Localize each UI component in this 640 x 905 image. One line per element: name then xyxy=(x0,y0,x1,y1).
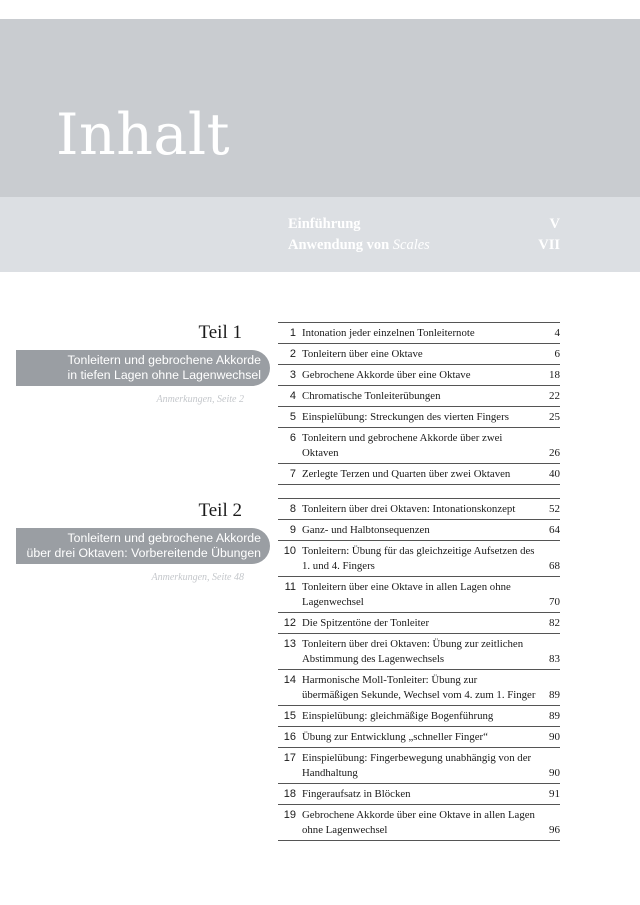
toc-entry-title: Tonleitern: Übung für das gleichzeitige Aufsetzen des 1. und 4. Fingers xyxy=(302,545,535,572)
toc-entry-number: 2 xyxy=(289,348,296,360)
toc-entry-number: 11 xyxy=(284,581,296,593)
part-heading xyxy=(0,322,244,344)
toc-entry[interactable] xyxy=(278,727,560,748)
toc-entry-page: 82 xyxy=(549,617,560,629)
toc-entry-title: Einspielübung: gleichmäßige Bogenführung xyxy=(302,710,494,722)
toc-entry-page: 89 xyxy=(549,689,560,701)
toc-entry-page: 83 xyxy=(549,653,560,665)
toc-entry-number: 10 xyxy=(283,545,296,557)
toc-entry-page: 26 xyxy=(549,447,560,459)
toc-entry[interactable] xyxy=(278,784,560,805)
toc-entry[interactable] xyxy=(278,613,560,634)
toc-entry-number: 16 xyxy=(283,731,296,743)
toc-entry[interactable] xyxy=(278,464,560,485)
toc-entry-page: 52 xyxy=(549,503,560,515)
toc-entry-page: 96 xyxy=(549,824,560,836)
toc-entry-number: 4 xyxy=(289,390,296,402)
toc-entry-number: 7 xyxy=(289,468,296,480)
toc-entry-page: 6 xyxy=(554,348,560,360)
toc-entry[interactable] xyxy=(278,805,560,841)
part-note: Anmerkungen, Seite 48 xyxy=(151,572,244,583)
toc-entry-title: Intonation jeder einzelnen Tonleiternote xyxy=(302,327,475,339)
toc-entry-number: 3 xyxy=(289,369,296,381)
toc-entry-title: Harmonische Moll-Tonleiter: Übung zur übermäßigen Sekunde, Wechsel vom 4. zum 1. Finger xyxy=(302,674,536,701)
toc-entry[interactable] xyxy=(278,670,560,706)
toc-entry-number: 15 xyxy=(283,710,296,722)
toc-entry-page: 89 xyxy=(549,710,560,722)
toc-entry-title: Chromatische Tonleiterübungen xyxy=(302,390,441,402)
title-banner xyxy=(0,19,640,197)
toc-entry-number: 13 xyxy=(283,638,296,650)
toc-entry-number: 17 xyxy=(283,752,296,764)
intro-entry-page: V xyxy=(549,216,560,232)
intro-band xyxy=(0,197,640,272)
part-label: Teil 2 xyxy=(198,500,242,521)
toc-entry-title: Gebrochene Akkorde über eine Oktave xyxy=(302,369,471,381)
toc-entry[interactable] xyxy=(278,541,560,577)
toc-entry-title: Gebrochene Akkorde über eine Oktave in allen Lagen ohne Lagenwechsel xyxy=(302,809,535,836)
toc-entry-page: 90 xyxy=(549,767,560,779)
toc-entry-number: 5 xyxy=(289,411,296,423)
toc-entry-title: Zerlegte Terzen und Quarten über zwei Oktaven xyxy=(302,468,511,480)
intro-entry-title: Einführung xyxy=(288,216,361,232)
toc-entry-number: 19 xyxy=(283,809,296,821)
toc-entry[interactable] xyxy=(278,634,560,670)
toc-entry-title: Die Spitzentöne der Tonleiter xyxy=(302,617,430,629)
intro-entry-title: Anwendung von Scales xyxy=(288,237,430,253)
toc-entry-number: 14 xyxy=(283,674,296,686)
page-title: Inhalt xyxy=(56,102,231,168)
toc-entry-page: 18 xyxy=(549,369,560,381)
part-label: Teil 1 xyxy=(198,322,242,343)
toc-entry-title: Tonleitern und gebrochene Akkorde über zwei Oktaven xyxy=(302,432,503,459)
toc-part-1 xyxy=(278,322,560,485)
toc-entry-page: 68 xyxy=(549,560,560,572)
toc-entry-number: 8 xyxy=(289,503,296,515)
part-note: Anmerkungen, Seite 2 xyxy=(156,394,244,405)
toc-entry-page: 40 xyxy=(549,468,560,480)
toc-entry-number: 1 xyxy=(289,327,296,339)
toc-entry-page: 64 xyxy=(549,524,560,536)
toc-entry-page: 22 xyxy=(549,390,560,402)
intro-entry-page: VII xyxy=(538,237,560,253)
toc-entry-title: Einspielübung: Fingerbewegung unabhängig von der Handhaltung xyxy=(302,752,532,779)
toc-entry[interactable] xyxy=(278,323,560,344)
part-subtitle: Tonleitern und gebrochene Akkorde in tiefen Lagen ohne Lagenwechsel xyxy=(16,350,270,386)
toc-entry-number: 18 xyxy=(283,788,296,800)
toc-entry[interactable] xyxy=(278,706,560,727)
toc-entry-page: 25 xyxy=(549,411,560,423)
toc-entry-title: Einspielübung: Streckungen des vierten Fingers xyxy=(302,411,509,423)
toc-entry[interactable] xyxy=(278,577,560,613)
toc-entry-title: Ganz- und Halbtonsequenzen xyxy=(302,524,430,536)
toc-entry-number: 12 xyxy=(283,617,296,629)
toc-entry-number: 6 xyxy=(289,432,296,444)
toc-entry-title: Übung zur Entwicklung „schneller Finger“ xyxy=(302,731,488,743)
toc-entry[interactable] xyxy=(278,407,560,428)
toc-entry-title: Tonleitern über eine Oktave in allen Lagen ohne Lagenwechsel xyxy=(302,581,511,608)
toc-entry[interactable] xyxy=(278,344,560,365)
toc-entry-title: Tonleitern über drei Oktaven: Übung zur zeitlichen Abstimmung des Lagenwechsels xyxy=(302,638,524,665)
toc-entry-page: 91 xyxy=(549,788,560,800)
toc-entry[interactable] xyxy=(278,428,560,464)
toc-entry[interactable] xyxy=(278,386,560,407)
toc-entry-page: 4 xyxy=(554,327,560,339)
toc-entry-number: 9 xyxy=(289,524,296,536)
part-subtitle: Tonleitern und gebrochene Akkorde über drei Oktaven: Vorbereitende Übungen xyxy=(16,528,270,564)
toc-entry-title: Tonleitern über eine Oktave xyxy=(302,348,423,360)
toc-entry-page: 70 xyxy=(549,596,560,608)
toc-entry[interactable] xyxy=(278,748,560,784)
toc-entry-title: Tonleitern über drei Oktaven: Intonationskonzept xyxy=(302,503,516,515)
toc-entry[interactable] xyxy=(278,365,560,386)
toc-entry[interactable] xyxy=(278,499,560,520)
part-heading xyxy=(0,500,244,522)
toc-entry[interactable] xyxy=(278,520,560,541)
toc-entry-page: 90 xyxy=(549,731,560,743)
toc-part-2 xyxy=(278,498,560,841)
toc-entry-title: Fingeraufsatz in Blöcken xyxy=(302,788,411,800)
